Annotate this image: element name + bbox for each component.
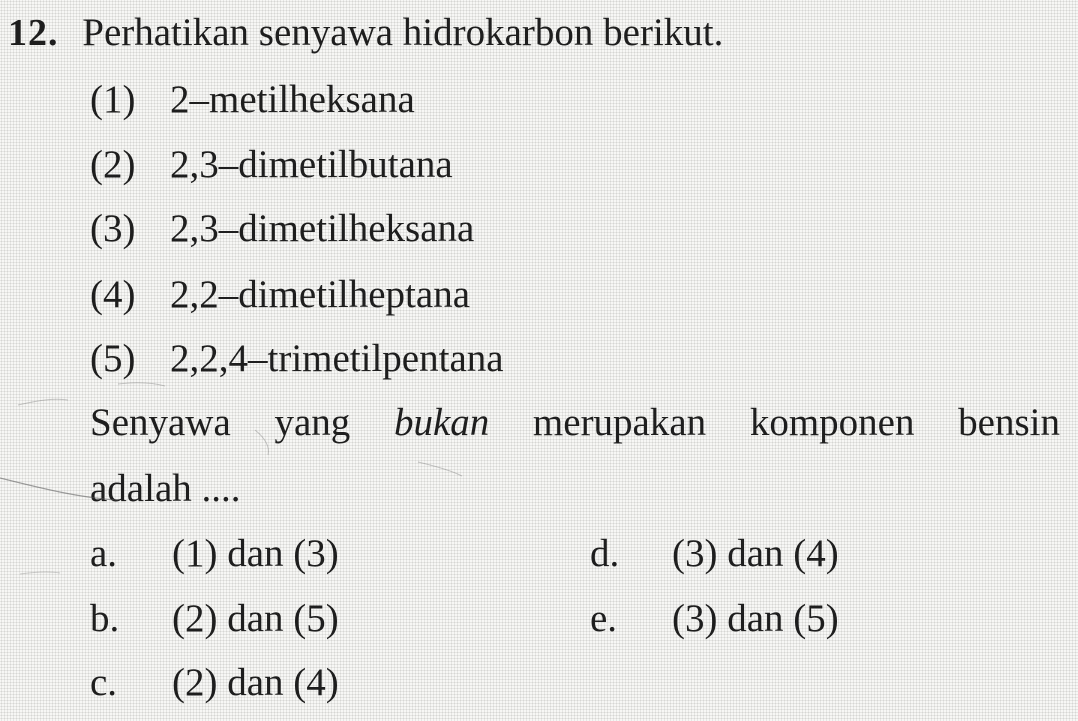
item-name: 2–metilheksana bbox=[170, 78, 415, 121]
option-letter: b. bbox=[90, 597, 120, 640]
pencil-stroke bbox=[20, 572, 60, 574]
question-prompt: Perhatikan senyawa hidrokarbon berikut. bbox=[82, 11, 724, 54]
option-text: (2) dan (4) bbox=[172, 661, 339, 704]
item-name: 2,2,4–trimetilpentana bbox=[170, 337, 504, 380]
option-c[interactable] bbox=[90, 660, 339, 706]
option-d[interactable] bbox=[590, 531, 839, 577]
option-text: (1) dan (3) bbox=[172, 532, 339, 575]
item-name: 2,2–dimetilheptana bbox=[170, 273, 471, 316]
option-a[interactable] bbox=[90, 531, 339, 577]
list-item bbox=[90, 77, 415, 123]
item-number: (5) bbox=[90, 337, 136, 380]
option-e[interactable] bbox=[590, 596, 839, 642]
option-letter: c. bbox=[90, 661, 118, 704]
question-header bbox=[8, 10, 723, 56]
option-letter: a. bbox=[90, 532, 118, 575]
question-number: 12. bbox=[8, 12, 59, 54]
option-letter: d. bbox=[590, 532, 620, 575]
pencil-stroke bbox=[118, 383, 165, 386]
item-number: (2) bbox=[90, 143, 136, 186]
list-item bbox=[90, 206, 474, 252]
item-number: (4) bbox=[90, 273, 136, 316]
item-name: 2,3–dimetilbutana bbox=[170, 143, 453, 186]
pencil-stroke bbox=[18, 399, 68, 405]
option-text: (3) dan (5) bbox=[672, 597, 839, 640]
stem-text: Senyawa yang bbox=[90, 401, 394, 444]
stem-text: merupakan komponen bensin bbox=[489, 401, 1060, 444]
list-item bbox=[90, 272, 470, 318]
pencil-stroke bbox=[418, 462, 462, 476]
item-number: (1) bbox=[90, 78, 136, 121]
item-number: (3) bbox=[90, 207, 136, 250]
list-item bbox=[90, 142, 453, 188]
option-b[interactable] bbox=[90, 596, 339, 642]
list-item bbox=[90, 336, 504, 382]
option-text: (2) dan (5) bbox=[172, 597, 339, 640]
stem-emphasis: bukan bbox=[393, 401, 490, 444]
stem-text: adalah .... bbox=[90, 467, 241, 510]
option-letter: e. bbox=[590, 597, 618, 640]
item-name: 2,3–dimetilheksana bbox=[170, 207, 475, 250]
option-text: (3) dan (4) bbox=[672, 532, 839, 575]
question-stem-line-2 bbox=[90, 466, 241, 512]
question-stem-line-1 bbox=[90, 400, 1060, 446]
